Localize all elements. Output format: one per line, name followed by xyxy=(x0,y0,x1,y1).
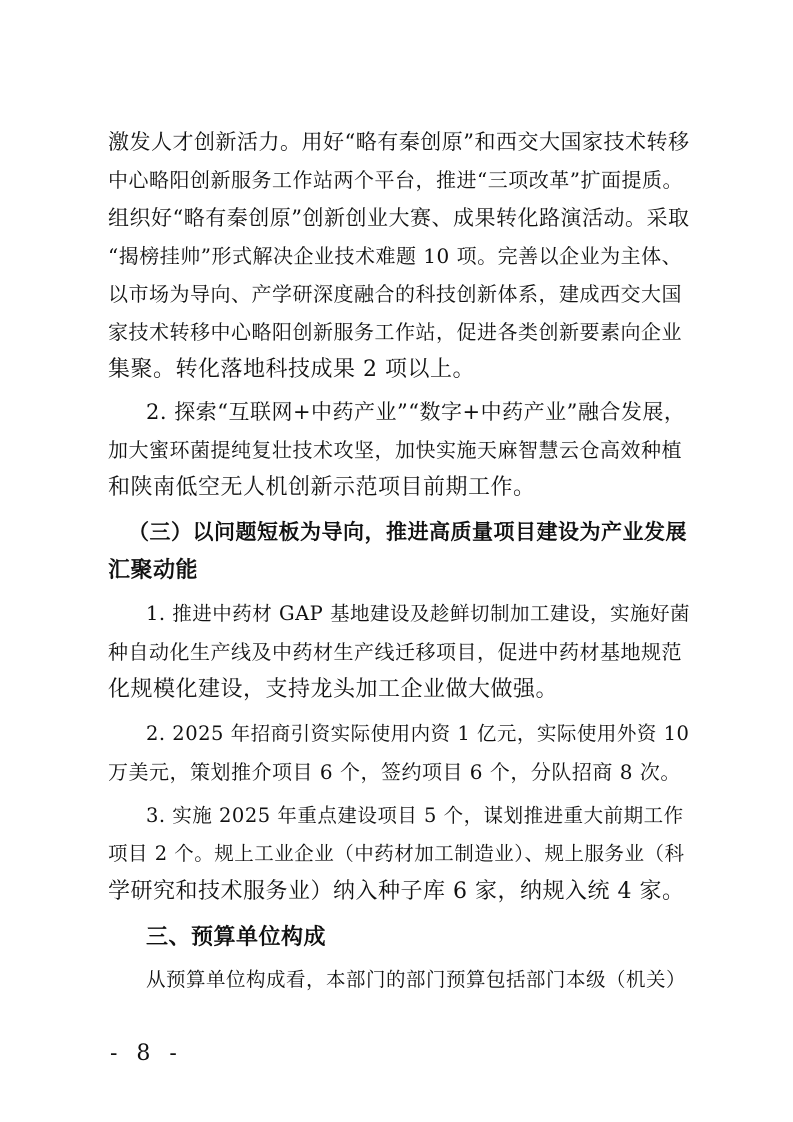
body-text-line: 学研究和技术服务业）纳入种子库 6 家，纳规入统 4 家。 xyxy=(108,879,685,904)
list-item-line: 2. 2025 年招商引资实际使用内资 1 亿元，实际使用外资 10 xyxy=(146,722,690,745)
section-heading: 三、预算单位构成 xyxy=(146,925,327,950)
body-text-line: 种自动化生产线及中药材生产线迁移项目，促进中药材基地规范 xyxy=(108,640,682,664)
list-item-line: 2. 探索“互联网+中药产业”“数字+中药产业”融合发展， xyxy=(146,400,686,424)
subsection-heading: （三）以问题短板为导向，推进高质量项目建设为产业发展 xyxy=(128,519,687,544)
body-text-line: 从预算单位构成看，本部门的部门预算包括部门本级（机关） xyxy=(146,968,687,991)
page-number: - 8 - xyxy=(110,1041,183,1066)
body-text-line: 和陕南低空无人机创新示范项目前期工作。 xyxy=(108,475,536,500)
list-item-line: 1. 推进中药材 GAP 基地建设及趁鲜切制加工建设，实施好菌 xyxy=(146,602,690,625)
subsection-heading-continued: 汇聚动能 xyxy=(108,557,199,583)
body-text-line: 以市场为导向、产学研深度融合的科技创新体系，建成西交大国 xyxy=(108,282,682,306)
list-item-line: 3. 实施 2025 年重点建设项目 5 个，谋划推进重大前期工作 xyxy=(146,804,684,827)
body-text-line: 集聚。转化落地科技成果 2 项以上。 xyxy=(108,357,475,382)
body-text-line: 激发人才创新活力。用好“略有秦创原”和西交大国家技术转移 xyxy=(108,130,690,154)
body-text-line: 项目 2 个。规上工业企业（中药材加工制造业）、规上服务业（科 xyxy=(108,842,685,865)
body-text-line: 中心略阳创新服务工作站两个平台，推进“三项改革”扩面提质。 xyxy=(108,168,683,192)
body-text-line: 万美元，策划推介项目 6 个，签约项目 6 个，分队招商 8 次。 xyxy=(108,760,681,784)
body-text-line: “揭榜挂帅”形式解决企业技术难题 10 项。完善以企业为主体、 xyxy=(108,244,683,268)
body-text-line: 组织好“略有秦创原”创新创业大赛、成果转化路演活动。采取 xyxy=(108,206,690,230)
body-text-line: 化规模化建设，支持龙头加工企业做大做强。 xyxy=(108,677,559,702)
body-text-line: 加大蜜环菌提纯复壮技术攻坚，加快实施天麻智慧云仓高效种植 xyxy=(108,438,682,462)
body-text-line: 家技术转移中心略阳创新服务工作站，促进各类创新要素向企业 xyxy=(108,320,682,344)
